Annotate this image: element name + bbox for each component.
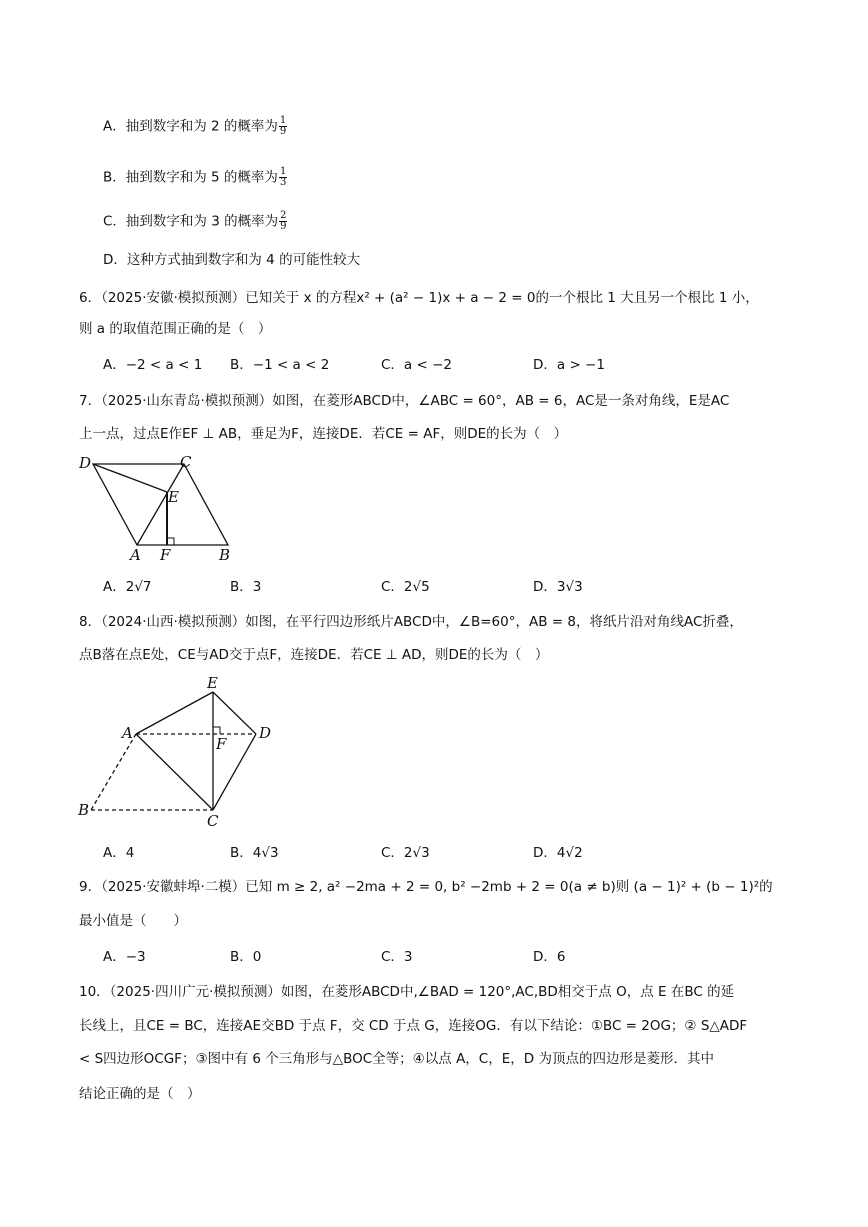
q9-option-d: D．6 [533, 949, 566, 965]
label-d: D [79, 454, 92, 472]
frac-num: 1 [279, 115, 287, 126]
q9-stem-line1: 9．（2025·安徽蚌埠·二模）已知 m ≥ 2, a² −2ma + 2 = 0, b² −2mb + 2 = 0(a ≠ b)则 (a − 1)² + (b − 1)²的 [79, 879, 773, 895]
q10-stem-line1: 10．（2025·四川广元·模拟预测）如图，在菱形ABCD中,∠BAD = 120°,AC,BD相交于点 O，点 E 在BC 的延 [79, 984, 735, 1000]
q5-option-c-text: C．抽到数字和为 3 的概率为 [103, 213, 279, 230]
q10-stem-line3: < S四边形OCGF；③图中有 6 个三角形与△BOC全等；④以点 A，C，E，D 为顶点的四边形是菱形．其中 [79, 1051, 714, 1067]
q7-option-c: C．2√5 [381, 579, 430, 595]
segment-ed [213, 692, 256, 734]
q7-option-d: D．3√3 [533, 579, 583, 595]
q7-option-b: B．3 [230, 579, 262, 595]
frac-num: 1 [279, 166, 287, 177]
label-b: B [78, 801, 90, 819]
q5-option-a-fraction [279, 116, 287, 137]
label-f: F [216, 735, 227, 753]
q5-option-b-fraction [279, 167, 287, 188]
q5-option-d: D．这种方式抽到数字和为 4 的可能性较大 [103, 252, 361, 268]
q6-stem-line2: 则 a 的取值范围正确的是（ ） [79, 321, 272, 337]
q7-stem-line1: 7．（2025·山东青岛·模拟预测）如图，在菱形ABCD中，∠ABC = 60°，AB = 6，AC是一条对角线，E是AC [79, 393, 730, 409]
q5-option-b-text: B．抽到数字和为 5 的概率为 [103, 169, 278, 186]
q6-stem-line1: 6．（2025·安徽·模拟预测）已知关于 x 的方程x² + (a² − 1)x + a − 2 = 0的一个根比 1 大且另一个根比 1 小， [79, 290, 759, 306]
label-f: F [160, 546, 171, 564]
segment-ae [136, 692, 213, 734]
q5-option-b [103, 167, 287, 188]
label-b: B [219, 546, 231, 564]
q8-option-d: D．4√2 [533, 845, 583, 861]
q8-stem-line1: 8．（2024·山西·模拟预测）如图，在平行四边形纸片ABCD中，∠B=60°，AB = 8，将纸片沿对角线AC折叠， [79, 614, 743, 630]
q9-option-b: B．0 [230, 949, 262, 965]
q9-option-a: A．−3 [103, 949, 146, 965]
q6-option-b: B．−1 < a < 2 [230, 357, 330, 373]
q6-option-a: A．−2 < a < 1 [103, 357, 203, 373]
frac-den: 3 [279, 177, 287, 188]
q8-option-a: A．4 [103, 845, 135, 861]
label-c: C [180, 453, 192, 471]
q10-stem-line2: 长线上，且CE = BC，连接AE交BD 于点 F，交 CD 于点 G，连接OG．有以下结论：①BC = 2OG；② S△ADF [79, 1018, 748, 1034]
label-e: E [168, 488, 179, 506]
q5-option-c [103, 211, 287, 232]
q6-option-d: D．a > −1 [533, 357, 605, 373]
q8-option-b: B．4√3 [230, 845, 279, 861]
label-e: E [207, 674, 218, 692]
label-a: A [122, 724, 133, 742]
frac-den: 9 [279, 126, 287, 137]
label-c: C [207, 812, 219, 830]
q10-stem-line4: 结论正确的是（ ） [79, 1086, 201, 1102]
q7-option-a: A．2√7 [103, 579, 152, 595]
q5-option-a-text: A．抽到数字和为 2 的概率为 [103, 118, 278, 135]
segment-ab-dashed [91, 734, 136, 810]
q9-stem-line2: 最小值是（ ） [79, 913, 187, 929]
q8-stem-line2: 点B落在点E处，CE与AD交于点F，连接DE．若CE ⊥ AD，则DE的长为（ ） [79, 647, 549, 663]
frac-num: 2 [280, 210, 287, 221]
label-d: D [259, 724, 272, 742]
q5-option-a [103, 116, 287, 137]
q8-option-c: C．2√3 [381, 845, 430, 861]
segment-ac [136, 734, 213, 810]
right-angle-mark [167, 538, 174, 545]
q8-parallelogram-figure [76, 672, 286, 834]
right-angle-mark [213, 727, 220, 734]
frac-den: 9 [280, 221, 287, 232]
q7-rhombus-figure [76, 452, 256, 566]
label-a: A [130, 546, 141, 564]
q7-stem-line2: 上一点，过点E作EF ⊥ AB，垂足为F，连接DE．若CE = AF，则DE的长为（ ） [79, 426, 568, 442]
q6-option-c: C．a < −2 [381, 357, 452, 373]
q9-option-c: C．3 [381, 949, 413, 965]
q5-option-c-fraction [279, 211, 287, 232]
segment-de [93, 464, 167, 492]
